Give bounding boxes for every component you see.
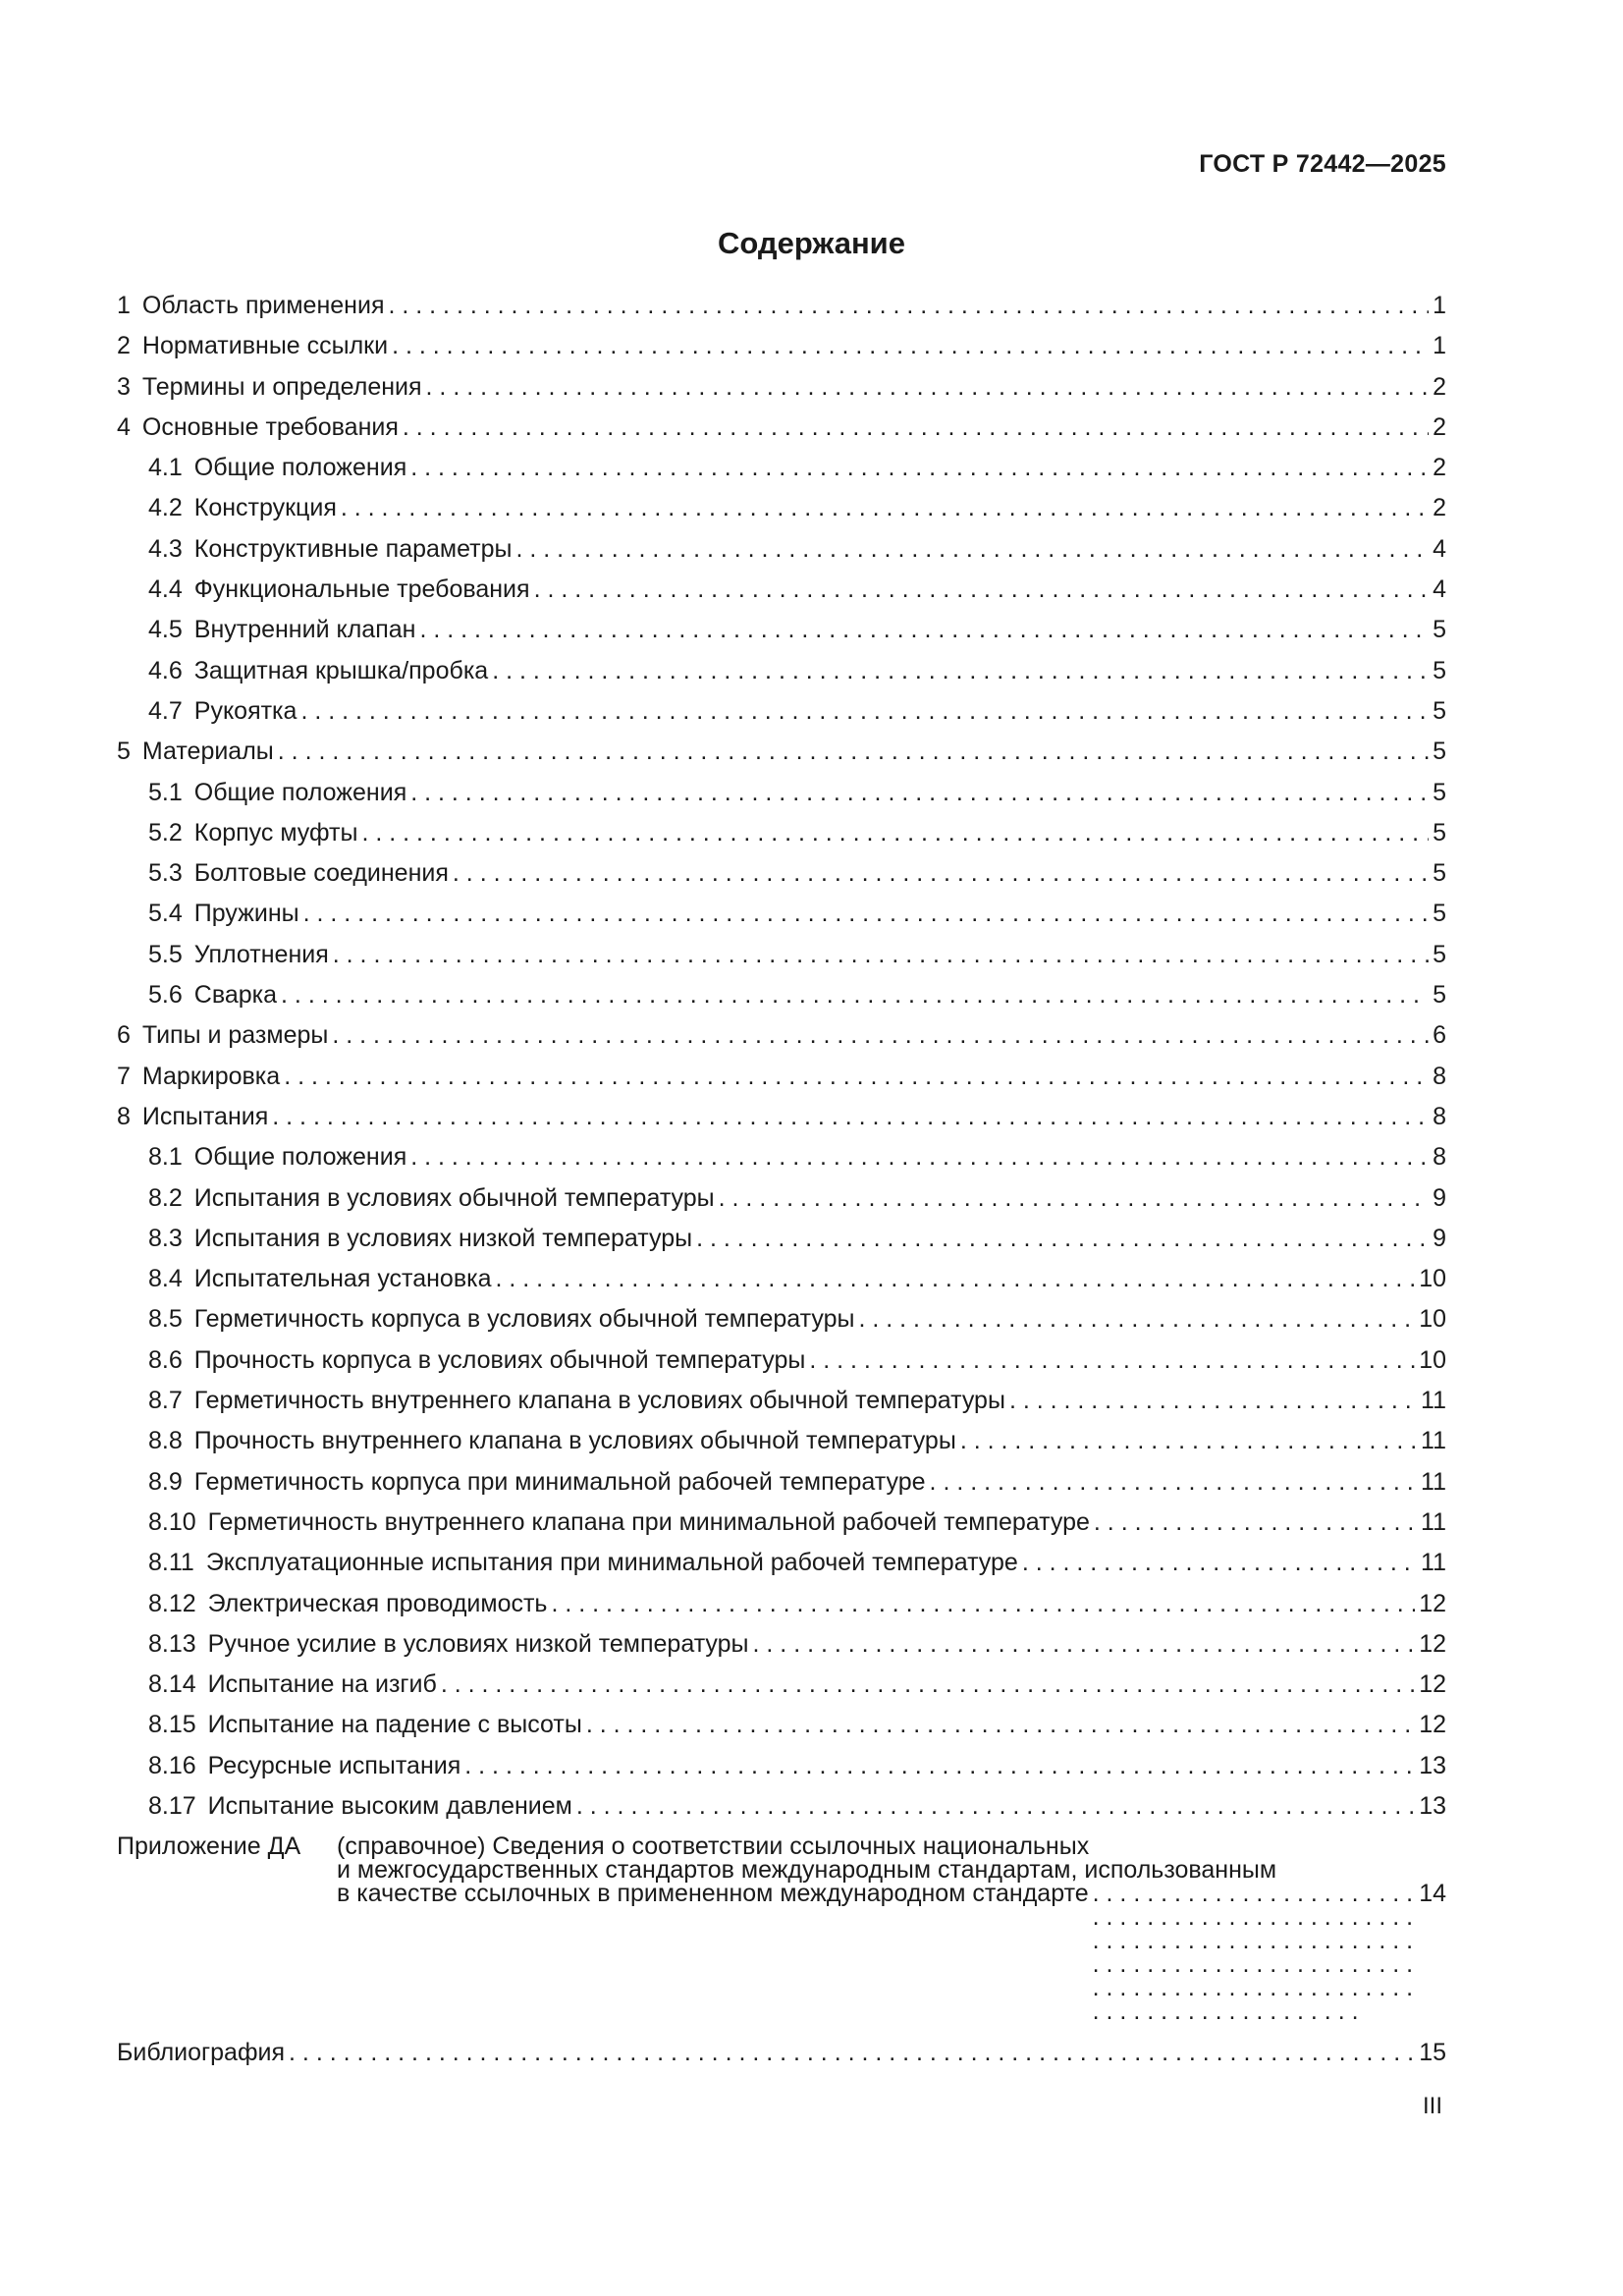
toc-entry-page: 2 — [1433, 412, 1446, 441]
toc-entry-label: Защитная крышка/пробка — [193, 656, 489, 684]
toc-entry-number: 6 — [117, 1021, 131, 1050]
toc-entry-number: 8.5 — [148, 1305, 183, 1334]
toc-entry[interactable] — [117, 773, 1446, 813]
toc-entry-page: 1 — [1433, 332, 1446, 360]
toc-entry-number: 4.3 — [148, 534, 183, 563]
toc-entry[interactable] — [117, 853, 1446, 894]
toc-entry-page: 10 — [1419, 1345, 1446, 1374]
toc-entry-number: 8.11 — [148, 1549, 194, 1577]
toc-entry-number: 8.17 — [148, 1791, 196, 1820]
toc-entry[interactable] — [117, 326, 1446, 366]
toc-entry-page: 11 — [1421, 1467, 1446, 1496]
toc-entry[interactable] — [117, 1503, 1446, 1543]
toc-entry-page: 13 — [1419, 1791, 1446, 1820]
toc-entry-page: 11 — [1421, 1507, 1446, 1536]
dot-leader — [403, 408, 1429, 448]
toc-entry-page: 5 — [1433, 981, 1446, 1010]
toc-entry-number: 8.14 — [148, 1670, 196, 1699]
toc-entry-page: 10 — [1419, 1265, 1446, 1293]
toc-entry[interactable] — [117, 1219, 1446, 1259]
toc-entry-number: 8.9 — [148, 1467, 183, 1496]
bibliography-label: Библиография — [117, 2039, 286, 2067]
toc-entry-label: Испытание на изгиб — [207, 1670, 437, 1699]
toc-entry[interactable] — [117, 1259, 1446, 1299]
toc-entry-label: Термины и определения — [141, 372, 422, 401]
toc-entry-number: 4.1 — [148, 454, 183, 482]
toc-entry-number: 4.7 — [148, 696, 183, 725]
toc-entry-number: 8.1 — [148, 1143, 183, 1172]
appendix-title-line1: (справочное) Сведения о соответствии ссылочных национальных — [337, 1832, 1090, 1861]
toc-entry-label: Нормативные ссылки — [141, 332, 389, 360]
dot-leader — [858, 1299, 1415, 1339]
dot-leader — [284, 1057, 1429, 1097]
dot-leader — [464, 1746, 1415, 1786]
toc-entry-number: 2 — [117, 332, 131, 360]
toc-entry-page: 2 — [1433, 372, 1446, 401]
toc-entry[interactable] — [117, 1705, 1446, 1745]
toc-entry-label: Испытания — [141, 1102, 269, 1130]
toc-entry-number: 8.4 — [148, 1265, 183, 1293]
toc-bibliography-entry[interactable] — [117, 2033, 1446, 2073]
toc-entry-page: 2 — [1433, 494, 1446, 522]
toc-entry-label: Конструктивные параметры — [193, 534, 513, 563]
toc-entry[interactable] — [117, 1057, 1446, 1097]
toc-entry-label: Основные требования — [141, 412, 399, 441]
toc-entry-label: Испытания в условиях низкой температуры — [193, 1224, 693, 1252]
dot-leader — [289, 2033, 1415, 2073]
toc-entry[interactable] — [117, 1381, 1446, 1421]
dot-leader — [278, 732, 1429, 772]
toc-entry-page: 8 — [1433, 1062, 1446, 1090]
toc-entry-number: 8.8 — [148, 1427, 183, 1455]
toc-entry-label: Рукоятка — [193, 696, 298, 725]
toc-entry-label: Уплотнения — [193, 940, 329, 968]
toc-entry-page: 10 — [1419, 1305, 1446, 1334]
toc-entry-label: Прочность корпуса в условиях обычной температуры — [193, 1345, 806, 1374]
dot-leader — [332, 1015, 1429, 1056]
toc-entry[interactable] — [117, 1137, 1446, 1177]
dot-leader — [576, 1786, 1415, 1827]
dot-leader — [300, 691, 1429, 732]
toc-entry-number: 8.10 — [148, 1507, 196, 1536]
toc-entry-number: 1 — [117, 292, 131, 319]
toc-entry-label: Конструкция — [193, 494, 337, 522]
toc-entry-label: Сварка — [193, 981, 278, 1010]
dot-leader — [303, 894, 1429, 934]
toc-entry-number: 8.2 — [148, 1183, 183, 1212]
toc-entry-page: 5 — [1433, 656, 1446, 684]
toc-entry-page: 5 — [1433, 900, 1446, 928]
toc-entry-label: Испытания в условиях обычной температуры — [193, 1183, 715, 1212]
toc-entry[interactable] — [117, 813, 1446, 853]
toc-entry-label: Герметичность корпуса при минимальной рабочей температуре — [193, 1467, 926, 1496]
toc-entry-label: Функциональные требования — [193, 575, 530, 604]
dot-leader — [492, 651, 1429, 691]
toc-entry-label: Ручное усилие в условиях низкой температуры — [207, 1629, 749, 1658]
page-title: Содержание — [718, 226, 905, 260]
toc-entry-label: Пружины — [193, 900, 299, 928]
toc-entry-page: 2 — [1433, 454, 1446, 482]
toc-entry-label: Испытание высоким давлением — [207, 1791, 572, 1820]
toc-entry-label: Прочность внутреннего клапана в условиях обычной температуры — [193, 1427, 956, 1455]
toc-entry[interactable] — [117, 935, 1446, 975]
toc-entry-page: 11 — [1421, 1549, 1446, 1577]
toc-entry[interactable] — [117, 1462, 1446, 1503]
toc-entry-number: 8 — [117, 1102, 131, 1130]
toc-entry-label: Герметичность внутреннего клапана в условиях обычной температуры — [193, 1387, 1005, 1415]
dot-leader — [809, 1340, 1415, 1381]
toc-entry-page: 6 — [1433, 1021, 1446, 1050]
toc-entry[interactable] — [117, 1543, 1446, 1583]
toc-entry-number: 8.7 — [148, 1387, 183, 1415]
toc-entry-number: 8.16 — [148, 1751, 196, 1779]
toc-entry-number: 4.6 — [148, 656, 183, 684]
toc-entry-number: 4.4 — [148, 575, 183, 604]
toc-entry[interactable] — [117, 570, 1446, 610]
toc-entry-label: Общие положения — [193, 454, 407, 482]
dot-leader — [1022, 1543, 1417, 1583]
dot-leader — [1009, 1381, 1417, 1421]
toc-entry-page: 5 — [1433, 616, 1446, 644]
toc-entry[interactable] — [117, 367, 1446, 408]
toc-entry-number: 8.3 — [148, 1224, 183, 1252]
toc-entry[interactable] — [117, 1015, 1446, 1056]
toc-entry-page: 8 — [1433, 1102, 1446, 1130]
toc-entry-label: Типы и размеры — [141, 1021, 329, 1050]
toc-entry-page: 1 — [1433, 292, 1446, 319]
dot-leader — [534, 570, 1430, 610]
document-code: ГОСТ Р 72442—2025 — [1199, 150, 1446, 178]
toc-entry-label: Маркировка — [141, 1062, 281, 1090]
appendix-title-line2: и межгосударственных стандартов международным стандартам, использованным — [337, 1856, 1277, 1885]
toc-entry-number: 5.1 — [148, 778, 183, 806]
dot-leader — [696, 1219, 1429, 1259]
dot-leader — [586, 1705, 1415, 1745]
appendix-page-number: 14 — [1419, 1880, 1446, 1908]
dot-leader — [551, 1584, 1415, 1624]
dot-leader — [753, 1624, 1416, 1665]
toc-entry-number: 8.13 — [148, 1629, 196, 1658]
toc-entry-page: 5 — [1433, 778, 1446, 806]
toc-entry-label: Ресурсные испытания — [207, 1751, 461, 1779]
toc-entry-label: Общие положения — [193, 1143, 407, 1172]
toc-entry-number: 5.6 — [148, 981, 183, 1010]
dot-leader — [410, 773, 1429, 813]
toc-entry-number: 4 — [117, 412, 131, 441]
toc-entry[interactable] — [117, 1786, 1446, 1827]
toc-appendix-entry[interactable] — [117, 1834, 1446, 2023]
toc-entry-label: Корпус муфты — [193, 818, 358, 847]
toc-entry-page: 12 — [1419, 1711, 1446, 1739]
toc-entry-label: Электрическая проводимость — [207, 1589, 548, 1617]
toc-entry[interactable] — [117, 1624, 1446, 1665]
toc-entry-label: Общие положения — [193, 778, 407, 806]
toc-entry[interactable] — [117, 286, 1446, 326]
toc-entry-number: 5.5 — [148, 940, 183, 968]
table-of-contents — [117, 286, 1446, 2074]
toc-entry-page: 4 — [1433, 575, 1446, 604]
toc-entry-page: 12 — [1419, 1629, 1446, 1658]
toc-entry-page: 5 — [1433, 940, 1446, 968]
toc-entry-label: Болтовые соединения — [193, 859, 449, 888]
toc-entry[interactable] — [117, 1299, 1446, 1339]
toc-entry-page: 8 — [1433, 1143, 1446, 1172]
toc-entry-label: Герметичность корпуса в условиях обычной температуры — [193, 1305, 855, 1334]
dot-leader — [419, 610, 1429, 650]
dot-leader — [410, 1137, 1429, 1177]
dot-leader — [410, 448, 1429, 488]
toc-entry-page: 12 — [1419, 1670, 1446, 1699]
toc-entry[interactable] — [117, 488, 1446, 528]
toc-entry-page: 5 — [1433, 696, 1446, 725]
bibliography-page-number: 15 — [1419, 2039, 1446, 2067]
toc-entry-label: Герметичность внутреннего клапана при минимальной рабочей температуре — [207, 1507, 1090, 1536]
toc-entry[interactable] — [117, 448, 1446, 488]
toc-entry-number: 5.2 — [148, 818, 183, 847]
toc-entry-number: 7 — [117, 1062, 131, 1090]
dot-leader — [1094, 1503, 1417, 1543]
toc-entry[interactable] — [117, 651, 1446, 691]
toc-entry[interactable] — [117, 1665, 1446, 1705]
toc-entry[interactable] — [117, 691, 1446, 732]
toc-entry[interactable] — [117, 1178, 1446, 1219]
toc-entry[interactable] — [117, 975, 1446, 1015]
toc-entry-page: 9 — [1433, 1183, 1446, 1212]
toc-entry[interactable] — [117, 1340, 1446, 1381]
toc-entry[interactable] — [117, 408, 1446, 448]
toc-entry[interactable] — [117, 1097, 1446, 1137]
toc-entry[interactable] — [117, 894, 1446, 934]
appendix-title-line3: в качестве ссылочных в примененном международном стандарте — [337, 1880, 1089, 1908]
dot-leader — [515, 529, 1429, 570]
page-number: III — [1422, 2093, 1442, 2119]
toc-entry-number: 5.3 — [148, 859, 183, 888]
toc-entry-label: Материалы — [141, 738, 274, 766]
dot-leader — [496, 1259, 1416, 1299]
toc-entry-page: 5 — [1433, 859, 1446, 888]
toc-entry-number: 5.4 — [148, 900, 183, 928]
dot-leader — [441, 1665, 1415, 1705]
toc-entry-label: Область применения — [141, 292, 385, 319]
toc-entry-number: 5 — [117, 738, 131, 766]
dot-leader — [333, 935, 1429, 975]
toc-entry-page: 11 — [1421, 1427, 1446, 1455]
dot-leader — [426, 367, 1430, 408]
toc-entry[interactable] — [117, 610, 1446, 650]
toc-entry-page: 5 — [1433, 738, 1446, 766]
toc-entry-number: 4.5 — [148, 616, 183, 644]
toc-entry-number: 8.6 — [148, 1345, 183, 1374]
toc-entry[interactable] — [117, 1746, 1446, 1786]
toc-entries — [117, 286, 1446, 1827]
dot-leader — [361, 813, 1429, 853]
toc-entry-label: Внутренний клапан — [193, 616, 416, 644]
toc-entry-page: 12 — [1419, 1589, 1446, 1617]
toc-entry[interactable] — [117, 732, 1446, 772]
toc-entry-number: 8.15 — [148, 1711, 196, 1739]
dot-leader — [930, 1462, 1418, 1503]
toc-entry-page: 11 — [1421, 1387, 1446, 1415]
toc-entry-page: 9 — [1433, 1224, 1446, 1252]
dot-leader — [719, 1178, 1429, 1219]
toc-entry-label: Испытание на падение с высоты — [207, 1711, 582, 1739]
toc-entry-label: Эксплуатационные испытания при минимальной рабочей температуре — [205, 1549, 1018, 1577]
dot-leader — [388, 286, 1429, 326]
toc-entry-page: 5 — [1433, 818, 1446, 847]
toc-entry[interactable] — [117, 529, 1446, 570]
toc-entry-page: 4 — [1433, 534, 1446, 563]
dot-leader — [281, 975, 1429, 1015]
toc-entry-number: 3 — [117, 372, 131, 401]
toc-entry[interactable] — [117, 1421, 1446, 1461]
toc-entry-number: 4.2 — [148, 494, 183, 522]
toc-entry[interactable] — [117, 1584, 1446, 1624]
dot-leader — [272, 1097, 1429, 1137]
appendix-prefix: Приложение ДА — [117, 1832, 301, 1861]
dot-leader — [960, 1421, 1417, 1461]
toc-entry-label: Испытательная установка — [193, 1265, 492, 1293]
toc-entry-page: 13 — [1419, 1751, 1446, 1779]
dot-leader — [392, 326, 1429, 366]
toc-entry-number: 8.12 — [148, 1589, 196, 1617]
dot-leader — [453, 853, 1429, 894]
dot-leader — [1093, 1882, 1416, 2023]
dot-leader — [341, 488, 1429, 528]
